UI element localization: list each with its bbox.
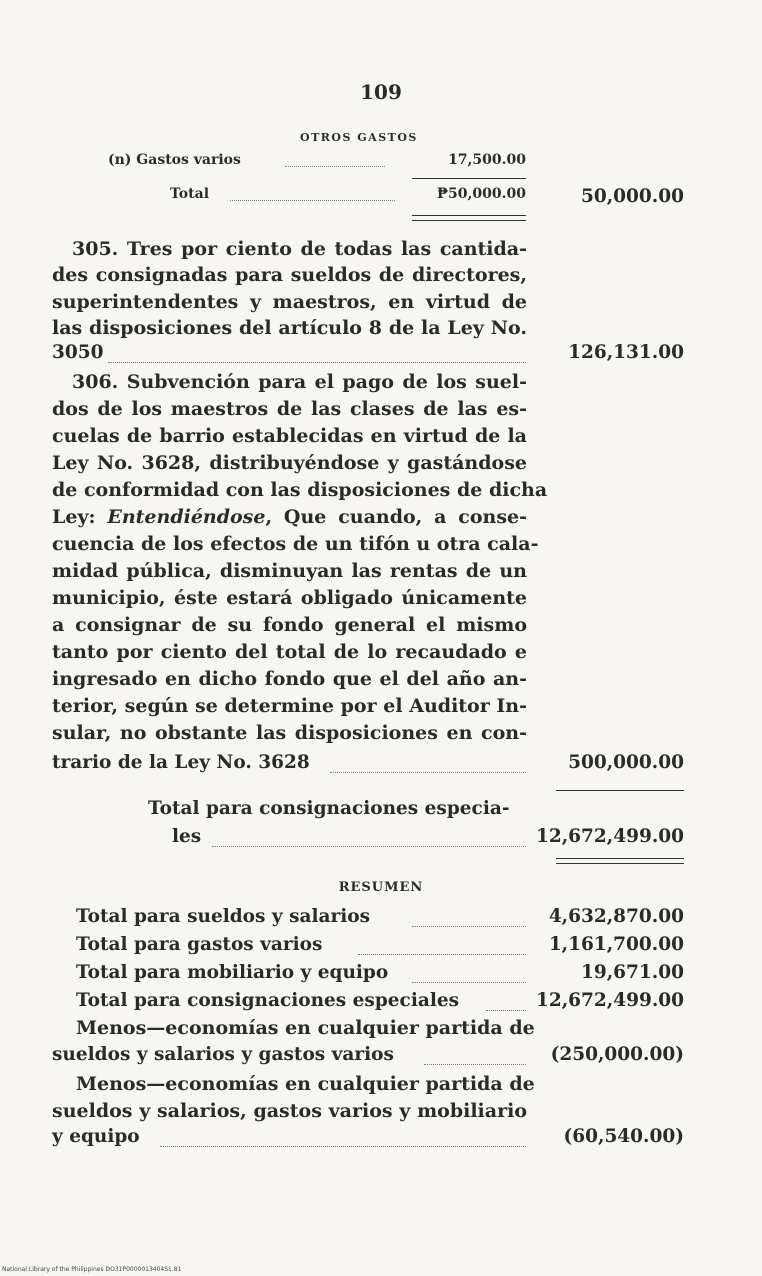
entendiendose-italic: Entendiéndose [107,506,266,528]
menos2-line1: Menos—economías en cualquier partida de [76,1073,535,1095]
item-305-amount: 126,131.00 [568,342,684,363]
otros-total-right: 50,000.00 [581,186,684,207]
item-306-amount: 500,000.00 [568,752,684,773]
resumen-row-amount: 1,161,700.00 [548,934,684,955]
item-305-last-line: 3050 [52,342,104,363]
item-305-line: 305. Tres por ciento de todas las cantida- [72,238,527,260]
item-306-line: sular, no obstante las disposiciones en con- [52,722,527,744]
menos1-line1: Menos—economías en cualquier partida de [76,1017,535,1039]
rule [556,790,684,791]
leader-dots [108,362,526,363]
item-306-line: dos de los maestros de las clases de las es- [52,398,527,420]
item-306-line: Ley No. 3628, distribuyéndose y gastándose [52,452,527,474]
resumen-row-amount: 4,632,870.00 [548,906,684,927]
leader-dots [160,1146,526,1147]
footer-watermark: National Library of the Philippines DO31P0000013404S1.81 [2,1266,182,1273]
ley-prefix: Ley: [52,506,108,528]
double-rule-bottom [556,863,684,864]
leader-dots [212,846,526,847]
leader-dots [486,1010,526,1011]
leader-dots [412,982,526,983]
otros-total-amount: ₱50,000.00 [437,186,526,202]
resumen-row-amount: 12,672,499.00 [535,990,684,1011]
leader-dots [424,1064,526,1065]
resumen-row-label: Total para mobiliario y equipo [76,962,389,983]
total-especiales-line2: les [172,826,202,847]
menos1-amount: (250,000.00) [550,1044,684,1065]
item-305-line: des consignadas para sueldos de directores, [52,264,527,286]
item-306-line: terior, según se determine por el Auditor In- [52,695,527,717]
item-306-line: 306. Subvención para el pago de los suel- [72,371,527,393]
item-306-line: ingresado en dicho fondo que el del año an- [52,668,527,690]
resumen-row-label: Total para consignaciones especiales [76,990,460,1011]
menos2-amount: (60,540.00) [563,1126,684,1147]
otros-gastos-heading: OTROS GASTOS [300,131,418,144]
item-306-last-line: trario de la Ley No. 3628 [52,752,310,773]
menos2-line2: sueldos y salarios, gastos varios y mobiliario [52,1100,527,1122]
item-305-line: las disposiciones del artículo 8 de la Ley No. [52,317,527,339]
item-306-line: municipio, éste estará obligado únicamente [52,587,527,609]
leader-dots [230,200,395,201]
leader-dots [285,166,385,167]
page-number: 109 [360,80,402,104]
resumen-row-label: Total para sueldos y salarios [76,906,371,927]
menos2-line3: y equipo [52,1126,140,1147]
leader-dots [358,954,526,955]
resumen-row-label: Total para gastos varios [76,934,323,955]
gastos-varios-label: (n) Gastos varios [108,152,241,168]
gastos-varios-amount: 17,500.00 [448,152,526,168]
leader-dots [412,926,526,927]
total-especiales-amount: 12,672,499.00 [535,826,684,847]
resumen-row-amount: 19,671.00 [581,962,684,983]
item-306-line: a consignar de su fondo general el mismo [52,614,527,636]
item-306-line: midad pública, disminuyan las rentas de un [52,560,527,582]
total-especiales-line1: Total para consignaciones especia- [148,798,510,819]
otros-total-label: Total [170,186,210,202]
menos1-line2: sueldos y salarios y gastos varios [52,1044,394,1065]
item-306-line: cuelas de barrio establecidas en virtud de la [52,425,527,447]
double-rule-top [412,215,526,216]
leader-dots [330,772,526,773]
resumen-heading: RESUMEN [338,880,424,895]
ley-suffix: , Que cuando, a conse- [265,506,527,528]
rule [412,178,526,179]
item-306-line: de conformidad con las disposiciones de dicha [52,479,548,501]
double-rule-top [556,858,684,859]
item-305-line: superintendentes y maestros, en virtud de [52,291,527,313]
double-rule-bottom [412,220,526,221]
item-306-ley-line [52,505,527,529]
item-306-line: cuencia de los efectos de un tifón u otra cala- [52,533,539,555]
item-306-line: tanto por ciento del total de lo recaudado e [52,641,527,663]
